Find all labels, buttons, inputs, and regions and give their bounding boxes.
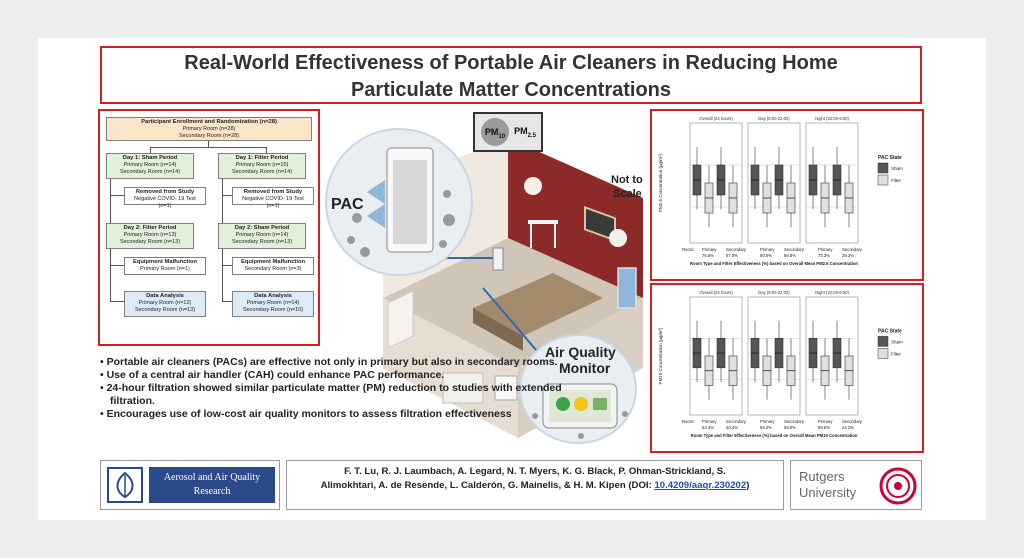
legend-sham-label: Sham: [891, 166, 903, 171]
enrollment-box: [106, 117, 312, 141]
removed1-title: Removed from Study: [135, 189, 195, 195]
removed2-line-1: Negative COVID- 19 Test (n=1): [242, 196, 304, 209]
journal-name-banner: [149, 467, 275, 503]
university-name-line-2: University: [799, 485, 857, 500]
pm10-subscript: 10: [498, 133, 506, 140]
x-tick-label: Room:: [682, 419, 695, 424]
legend-sham-label: Sham: [891, 339, 903, 345]
legend-filter-swatch: [878, 348, 888, 358]
legend-filter-swatch: [878, 175, 888, 185]
x-tick-effect: 40.4%: [726, 425, 738, 430]
sham2-box: [218, 223, 306, 249]
not-to-scale-line-1: Not to: [611, 174, 643, 186]
legend-filter-label: Filter: [891, 178, 901, 183]
x-tick-label: Primary: [818, 247, 833, 252]
panel-title: Overall (24 hours): [699, 290, 733, 295]
authors-line-1: F. T. Lu, R. J. Laumbach, A. Legard, N. T. Myers, K. G. Black, P. Ohman-Strickland, S.: [344, 466, 726, 477]
university-seal-icon: [879, 467, 917, 505]
pm10-label: PM: [484, 127, 499, 137]
not-to-scale-line-2: Scale: [613, 188, 642, 200]
enrollment-line-2: Secondary Room (n=28): [178, 133, 240, 139]
x-tick-label: Secondary: [842, 247, 863, 252]
enrollment-flowchart: [98, 109, 320, 346]
filter1-line-2: Secondary Room (n=14): [231, 169, 293, 175]
pac-label: PAC: [331, 196, 364, 213]
x-tick-effect: 73.3%: [818, 253, 830, 258]
data2-line-2: Secondary Room (n=10): [242, 307, 304, 313]
removed1-box: [124, 187, 206, 209]
legend-sham-swatch: [878, 336, 888, 346]
malf2-box: [232, 257, 314, 275]
boxplot-svg: [652, 111, 922, 281]
data1-box: [124, 291, 206, 317]
filter1-box: [218, 153, 306, 179]
x-tick-effect: 68.8%: [784, 425, 796, 430]
x-tick-effect: 76.6%: [702, 253, 714, 258]
data2-box: [232, 291, 314, 317]
authors-line-2-end: ): [746, 480, 750, 491]
legend-sham-swatch: [878, 163, 888, 173]
x-tick-effect: 80.0%: [760, 253, 772, 258]
filter1-line-1: Primary Room (n=15): [235, 162, 289, 168]
removed1-line-1: Negative COVID- 19 Test (n=1): [134, 196, 196, 209]
journal-emblem-icon: [109, 469, 141, 501]
pm10-circle: [481, 118, 509, 146]
legend-title: PAC State: [878, 155, 902, 161]
y-axis-label: PM2.5 Concentration (µg/m³): [658, 153, 663, 213]
sham1-box: [106, 153, 194, 179]
title-line-1: Real-World Effectiveness of Portable Air Cleaners in Reducing Home: [184, 52, 838, 74]
journal-emblem: [107, 467, 143, 503]
pm10-chart: [650, 283, 924, 453]
filter2-title: Day 2: Filter Period: [123, 225, 177, 231]
pm25-label: PM: [514, 126, 528, 136]
title-line-2: Particulate Matter Concentrations: [350, 79, 672, 101]
filter1-title: Day 1: Filter Period: [235, 155, 289, 161]
data1-title: Data Analysis: [146, 293, 184, 299]
malf2-line-1: Secondary Room (n=3): [244, 266, 302, 272]
journal-logo: [100, 460, 280, 510]
panel-title: Night (22:00-6:00): [815, 116, 849, 121]
finding-3: • 24-hour filtration showed similar particulate matter (PM) reduction to studies with extended filtration.: [100, 382, 570, 408]
university-name-line-1: Rutgers: [799, 469, 845, 484]
data1-line-2: Secondary Room (n=13): [134, 307, 196, 313]
x-tick-label: Primary: [702, 419, 717, 424]
university-name: [799, 469, 856, 501]
x-tick-label: Room:: [682, 247, 695, 252]
filter2-box: [106, 223, 194, 249]
legend-filter-label: Filter: [891, 351, 901, 357]
x-tick-label: Secondary: [842, 419, 863, 424]
sham2-line-1: Primary Room (n=14): [235, 232, 289, 238]
panel-title: Day (6:00-22:00): [758, 290, 790, 295]
data2-line-1: Primary Room (n=14): [246, 300, 300, 306]
journal-name-line-1: Aerosol and Air Quality: [163, 472, 261, 483]
malf1-title: Equipment Malfunction: [132, 259, 198, 265]
y-axis-label: PM10 Concentration (µg/m³): [658, 327, 663, 385]
author-citation: [286, 460, 784, 510]
enrollment-title: Participant Enrollment and Randomization (n=28): [141, 119, 277, 125]
authors-line-2-text: Alimokhtari, A. de Resende, L. Calderón, G. Mainelis, & H. M. Kipen (DOI:: [320, 480, 655, 491]
sham1-line-1: Primary Room (n=14): [123, 162, 177, 168]
malf1-line-1: Primary Room (n=1): [140, 266, 190, 272]
legend-title: PAC State: [878, 328, 902, 335]
poster: [38, 38, 986, 520]
x-tick-label: Secondary: [784, 247, 805, 252]
x-tick-effect: 29.3%: [842, 253, 854, 258]
finding-1: • Portable air cleaners (PACs) are effective not only in primary but also in secondary rooms.: [100, 356, 570, 369]
x-tick-effect: 24.2%: [842, 425, 854, 430]
sham2-title: Day 2: Sham Period: [234, 225, 290, 231]
data2-title: Data Analysis: [254, 293, 292, 299]
x-tick-effect: 68.8%: [784, 253, 796, 258]
x-tick-effect: 57.0%: [726, 253, 738, 258]
x-tick-label: Secondary: [726, 419, 747, 424]
key-findings: [100, 356, 570, 421]
finding-4: • Encourages use of low-cost air quality monitors to assess filtration effectiveness: [100, 408, 570, 421]
x-tick-effect: 63.3%: [702, 425, 714, 430]
sham2-line-2: Secondary Room (n=13): [231, 239, 293, 245]
malf1-box: [124, 257, 206, 275]
finding-2: • Use of a central air handler (CAH) could enhance PAC performance.: [100, 369, 570, 382]
enrollment-line-1: Primary Room (n=28): [182, 126, 236, 132]
malf2-title: Equipment Malfunction: [240, 259, 306, 265]
x-tick-label: Secondary: [726, 247, 747, 252]
x-tick-label: Secondary: [784, 419, 805, 424]
sham1-line-2: Secondary Room (n=14): [119, 169, 181, 175]
authors-line-2: [293, 479, 777, 493]
pm25-marker: [513, 120, 537, 144]
x-tick-label: Primary: [760, 247, 775, 252]
university-logo: [790, 460, 922, 510]
pm25-subscript: 2.5: [527, 132, 536, 139]
removed2-box: [232, 187, 314, 209]
panel-title: Day (6:00-22:00): [758, 116, 790, 121]
filter2-line-1: Primary Room (n=13): [123, 232, 177, 238]
monitor-label-line-2: Monitor: [559, 360, 611, 376]
x-tick-label: Primary: [760, 419, 775, 424]
panel-title: Overall (24 hours): [699, 116, 733, 121]
x-tick-label: Primary: [702, 247, 717, 252]
x-axis-label: Room Type and Filter Effectiveness (%) based on Overall Mean PM10 Concentration: [690, 433, 858, 438]
journal-name-line-2: Research: [193, 486, 231, 497]
removed2-title: Removed from Study: [243, 189, 303, 195]
doi-link[interactable]: 10.4209/aaqr.230202: [654, 480, 747, 491]
x-axis-label: Room Type and Filter Effectiveness (%) based on Overall Mean PM2.5 Concentration: [690, 261, 858, 266]
title-box: [100, 46, 922, 104]
sham1-title: Day 1: Sham Period: [122, 155, 178, 161]
panel-title: Night (22:00-6:00): [815, 290, 849, 295]
filter2-line-2: Secondary Room (n=13): [119, 239, 181, 245]
x-tick-effect: 69.2%: [760, 425, 772, 430]
x-tick-effect: 69.6%: [818, 425, 830, 430]
pm-legend-box: [473, 112, 543, 152]
boxplot-svg: [652, 285, 922, 453]
data1-line-1: Primary Room (n=12): [138, 300, 192, 306]
x-tick-label: Primary: [818, 419, 833, 424]
pm25-chart: [650, 109, 924, 281]
monitor-label-line-1: Air Quality: [545, 344, 616, 360]
